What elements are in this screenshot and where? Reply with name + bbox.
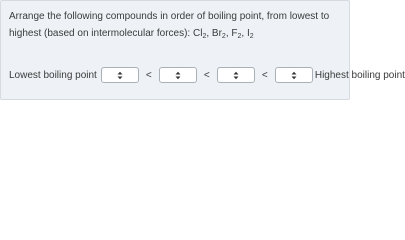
compound-br2: $Br_2$ [211,28,226,40]
question-card [0,0,405,100]
compound-i2: $I_2$ [246,28,254,40]
compound-select-2[interactable] [159,67,197,83]
less-than-sign: < [203,69,210,81]
compound-select-1[interactable] [101,67,139,83]
compound-select-3[interactable] [217,67,255,83]
question-prompt: Arrange the following compounds in order of boiling point, from lowest to highest (based on intermolecular forces): [9,11,330,39]
compound-cl2: $Cl_2$ [192,28,207,40]
updown-chevron-icon [233,71,239,80]
ordering-row [9,67,405,83]
less-than-sign: < [261,69,268,81]
compound-select-4[interactable] [275,67,313,83]
lowest-boiling-point-label: Lowest boiling point [9,69,97,81]
question-text: Arrange the following compounds in order of boiling point, from lowest to highest (based on intermolecular forces): $Cl_2$, $Br_2$, $F_2$, $I_2$ [9,11,330,40]
updown-chevron-icon [117,71,123,80]
less-than-sign: < [145,69,152,81]
updown-chevron-icon [291,71,297,80]
updown-chevron-icon [175,71,181,80]
highest-boiling-point-label: Highest boiling point [314,69,405,81]
compound-f2: $F_2$ [231,28,242,40]
